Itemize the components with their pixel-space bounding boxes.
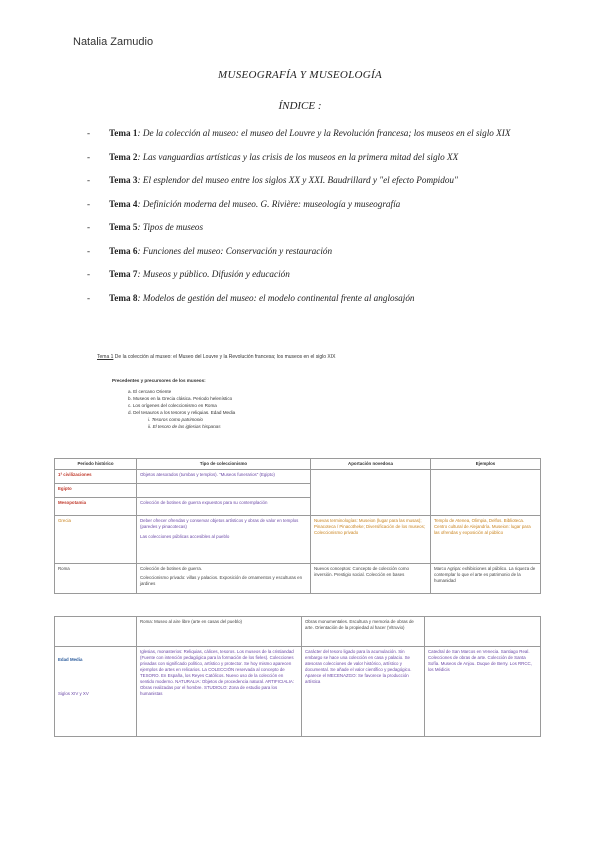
list-item: b. Museos en la Grecia clásica. Periodo helenístico (128, 396, 233, 401)
header-contribution: Aportación novedosa (311, 459, 431, 470)
examples-cell (425, 617, 541, 647)
toc-item-3: - Tema 3: El esplendor del museo entre los siglos XX y XXI. Baudrillard y "el efecto Pompidou" (87, 175, 458, 185)
document-title: MUSEOGRAFÍA Y MUSEOLOGÍA (217, 69, 383, 81)
period-cell: Grecia (55, 516, 137, 564)
table-of-contents (87, 128, 527, 316)
toc-item-8: - Tema 8: Modelos de gestión del museo: el modelo continental frente al anglosajón (87, 292, 415, 303)
period-cell: Roma (55, 564, 137, 594)
table-header-row (55, 459, 541, 470)
table-row (55, 647, 541, 737)
toc-item-6: - Tema 6: Funciones del museo: Conservación y restauración (87, 245, 333, 256)
index-heading: ÍNDICE : (278, 100, 322, 112)
precedents-heading: Precedentes y precursores de los museos: (112, 378, 206, 383)
contribution-cell: Nuevas terminologías: Museion (lugar para las musas); Pinacoteca / Pinacotheke; Diversificación de los museos; Coleccionismo privado (311, 516, 431, 564)
examples-cell: Catedral de San Marcos en Venecia. Santiago Real. Colecciones de obras de arte. Colección de Santa Sofía. Museos de Anjou. Duque de Berry. Los RRCC, los Médicis (425, 647, 541, 737)
header-examples: Ejemplos (431, 459, 541, 470)
list-item: a. El cercano Oriente (128, 389, 172, 394)
period-cell: Mesopotamia (55, 498, 137, 516)
toc-item-2: - Tema 2: Las vanguardias artísticas y las crisis de los museos en la primera mitad del siglo XX (87, 151, 459, 162)
period-cell: Edad Media Siglos XIV y XV (55, 647, 137, 737)
examples-cell: Marco Agripa: exhibiciones al público. La riqueza de contemplar lo que el arte es patrimonio de la humanidad (431, 564, 541, 594)
sub-list-item: i. Tesoros como patrimonio (148, 417, 203, 422)
type-cell: Colección de botines de guerra. Coleccionismo privado: villas y palacios. Exposición de ornamentos y esculturas en jardines (137, 564, 311, 594)
contribution-cell (311, 470, 431, 516)
contribution-cell: Carácter del tesoro ligado para la acumulación. Sin embargo se hace una colección en casa y palacio. Se atesoran colecciones de valor histórico, artístico y documental. Se añade el valor científico y pedagógico. Aparece el MECENAZGO: Se favorece la producción artística (302, 647, 425, 737)
examples-cell: Templo de Atenea, Olimpia, Delfos. Biblioteca. Centro cultural de Alejandría. Museion: lugar para las ofrendas y exposición al público (431, 516, 541, 564)
section-heading: Tema 1 De la colección al museo: el Museo del Louvre y la Revolución francesa; los museos en el siglo XIX (97, 354, 336, 360)
type-cell: Roma: Museo al aire libre (arte en casas del pueblo) (137, 617, 302, 647)
sub-list-item: ii. El tesoro de las iglesias hispanas (148, 424, 221, 429)
header-period: Periodo histórico (55, 459, 137, 470)
history-table-1 (54, 458, 541, 594)
type-cell: Colección de botines de guerra expuestos para su contemplación (137, 498, 311, 516)
history-table-2 (54, 616, 541, 737)
table-row (55, 516, 541, 564)
type-cell (137, 484, 311, 498)
table-row (55, 617, 541, 647)
period-cell: 1ª civilizaciones (55, 470, 137, 484)
header-type: Tipo de coleccionismo (137, 459, 311, 470)
table-row (55, 564, 541, 594)
contribution-cell: Nuevos conceptos: Concepto de colección como inversión. Prestigio social. Colección en bases (311, 564, 431, 594)
list-item: c. Los orígenes del coleccionismo en Roma (128, 403, 217, 408)
toc-item-1: - Tema 1: De la colección al museo: el museo del Louvre y la Revolución francesa; los museos en el siglo XIX (87, 128, 511, 138)
precedents-list (112, 378, 235, 430)
toc-item-7: - Tema 7: Museos y público. Difusión y educación (87, 269, 290, 279)
period-cell (55, 617, 137, 647)
type-cell: Deber ofrecer ofrendas y conservar objetos artísticos y obras de valor en templos (paredes y pinacotecas) Las colecciones públicas accesibles al pueblo (137, 516, 311, 564)
table-row (55, 470, 541, 484)
type-cell: Iglesias, monasterios: Reliquias, cálices, tesoros. Los museos de la cristiandad (Fuente con intención pedagógica para la formación de los fieles). Colecciones privadas con significado político, artístico y protector. Se hoy mismo aparecen ejemplos de artes en relicarios. La COLECCIÓN reservada al concepto de TESORO. En España, los Reyes Católicos. Nuevo uso de la colección en sentido moderno. NATURALIA: Objetos de procedencia natural. ARTIFICIALIA: Obras realizadas por el hombre. STUDIOLO: Zona de estudio para los humanistas (137, 647, 302, 737)
contribution-cell: Obras monumentales. Escultura y memoria de obras de arte. Orientación de la propiedad al hacer (Vitruvio) (302, 617, 425, 647)
examples-cell (431, 470, 541, 516)
list-item: d. Del tesauros a los tesoros y reliquias. Edad Media (128, 410, 236, 415)
author-name: Natalia Zamudio (73, 36, 154, 48)
period-cell: Egipto (55, 484, 137, 498)
toc-item-4: - Tema 4: Definición moderna del museo. G. Rivière: museología y museografía (87, 198, 401, 209)
toc-item-5: - Tema 5: Tipos de museos (87, 222, 204, 232)
type-cell: Objetos atesorados (tumbas y templos). "Museos funerarios" (Egipto) (137, 470, 311, 484)
